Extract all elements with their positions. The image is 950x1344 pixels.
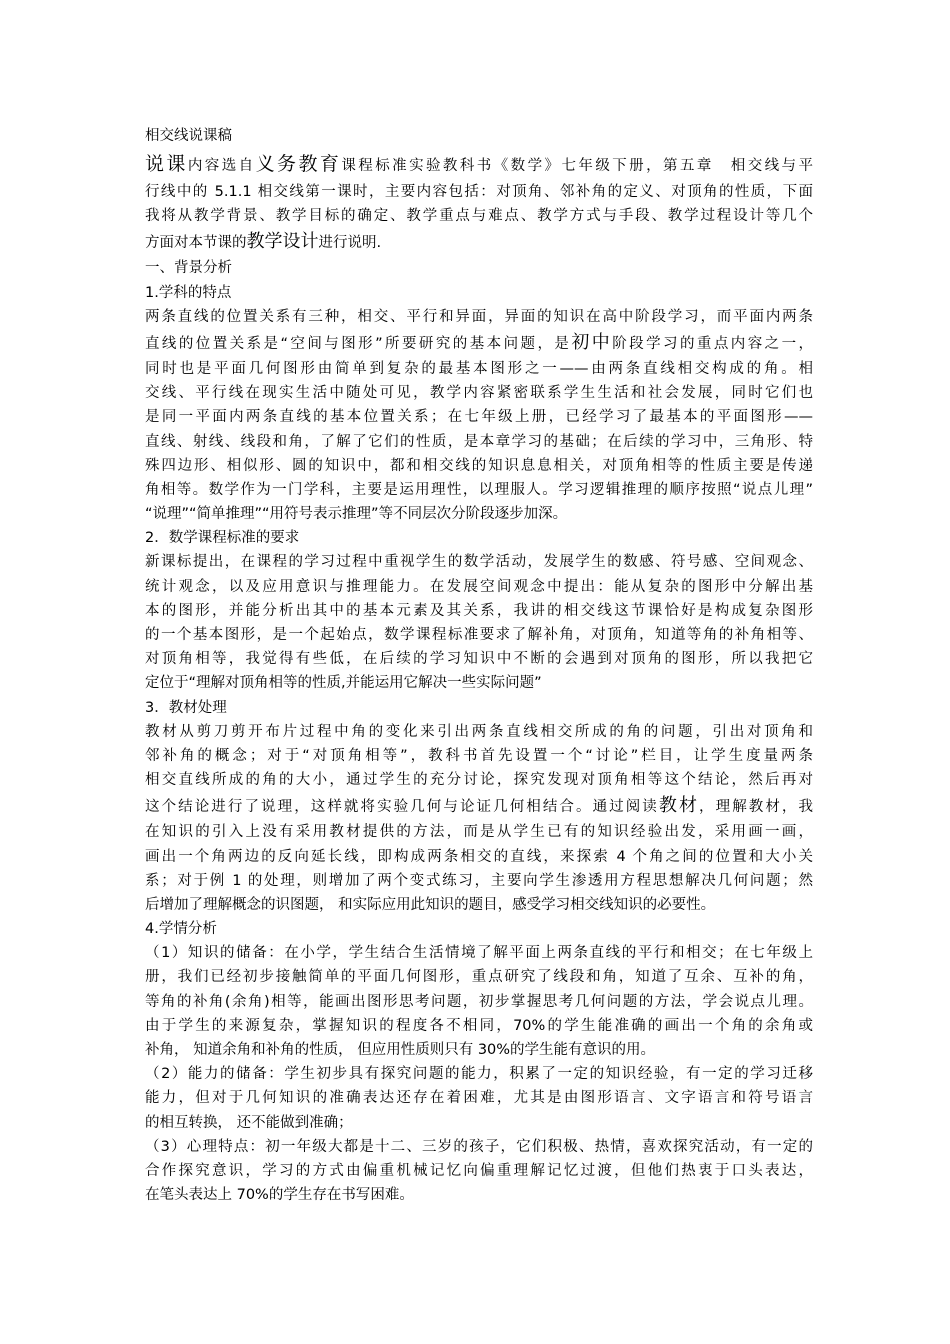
text-line: 邻补角的概念；对于“对顶角相等”，教科书首先设置一个“讨论”栏目，让学生度量两条 — [145, 747, 813, 764]
text-line: 由于学生的来源复杂，掌握知识的程度各不相同，70%的学生能准确的画出一个角的余角或 — [145, 1017, 813, 1034]
text-line: 本的图形，并能分析出其中的基本元素及其关系，我讲的相交线这节课恰好是构成复杂图形 — [145, 602, 813, 619]
intro-keyword-yiwujiaoyu: 义务教育 — [255, 153, 342, 175]
text-line: （1）知识的储备：在小学，学生结合生活情境了解平面上两条直线的平行和相交；在七年级上 — [145, 945, 813, 962]
text-line: 同时也是平面几何图形由简单到复杂的最基本图形之一——由两条直线相交构成的角。相 — [145, 360, 813, 377]
document-title: 相交线说课稿 — [145, 128, 232, 144]
text-line: 定位于“理解对顶角相等的性质,并能运用它解决一些实际问题” — [145, 675, 542, 692]
text-line: “说理”“简单推理”“用符号表示推理”等不同层次分阶段逐步加深。 — [145, 506, 568, 523]
text-line: 是同一平面内两条直线的基本位置关系；在七年级上册，已经学习了最基本的平面图形—— — [145, 409, 813, 426]
text-line: 后增加了理解概念的识图题， 和实际应用此知识的题目，感受学习相交线知识的必要性。 — [145, 896, 716, 913]
subsection-heading: 1.学科的特点 — [145, 284, 232, 301]
text-line: 的一个基本图形，是一个起始点，数学课程标准要求了解补角，对顶角，知道等角的补角相等、 — [145, 627, 813, 643]
text-line: （3）心理特点：初一年级大都是十二、三岁的孩子，它们积极、热情，喜欢探究活动，有一定的 — [145, 1138, 813, 1155]
text-line: 对顶角相等，我觉得有些低，在后续的学习知识中不断的会遇到对顶角的图形，所以我把它 — [145, 651, 813, 668]
text-line: 殊四边形、相似形、圆的知识中，都和相交线的知识息息相关，对顶角相等的性质主要是传递 — [145, 457, 813, 474]
subsection-heading: 3．教材处理 — [145, 699, 227, 716]
text-line: 教材从剪刀剪开布片过程中角的变化来引出两条直线相交所成的角的问题，引出对顶角和 — [145, 723, 813, 740]
text-line: 在知识的引入上没有采用教材提供的方法，而是从学生已有的知识经验出发，采用画一画， — [145, 824, 813, 841]
intro-paragraph: 说课内容选自义务教育课程标准实验教科书《数学》七年级下册，第五章 相交线与平 行线中的 5.1.1 相交线第一课时，主要内容包括：对顶角、邻补角的定义、对顶角的性质，下面 我将从教学背景、教学目标的确定、教学重点与难点、教学方式与手段、教学过程设计等几个 方面对本节课的教学设计进行说明. — [145, 153, 813, 253]
section-heading: 一、背景分析 — [145, 260, 232, 277]
text-line: 新课标提出，在课程的学习过程中重视学生的数学活动，发展学生的数感、符号感、空间观念、 — [145, 554, 813, 571]
keyword-jiaocai: 教材 — [658, 795, 700, 817]
subsection-heading: 2．数学课程标准的要求 — [145, 530, 300, 547]
text-line: 直线、射线、线段和角，了解了它们的性质，是本章学习的基础；在后续的学习中，三角形、特 — [145, 433, 813, 450]
intro-line: 我将从教学背景、教学目标的确定、教学重点与难点、教学方式与手段、教学过程设计等几个 — [145, 208, 813, 225]
text-line: 交线、平行线在现实生活中随处可见，教学内容紧密联系学生生活和社会发展，同时它们也 — [145, 385, 813, 402]
paragraph-textbook-handling: 教材从剪刀剪开布片过程中角的变化来引出两条直线相交所成的角的问题，引出对顶角和 邻补角的概念；对于“对顶角相等”，教科书首先设置一个“讨论”栏目，让学生度量两条 相交直线所成的角的大小，通过学生的充分讨论，探究发现对顶角相等这个结论，然后再对 这个结论进行了说理，这样就将实验几何与论证几何相结合。通过阅读教材，理解教材，我 在知识的引入上没有采用教材提供的方法，而是从学生已有的知识经验出发，采用画一画， 画出一个角两边的反向延长线，即构成两条相交的直线，来探索 4 个角之间的位置和大小关 系；对于例 1 的处理，则增加了两个变式练习，主要向学生渗透用方程思想解决几何问题；然 后增加了理解概念的识图题， 和实际应用此知识的题目，感受学习相交线知识的必要性。 — [145, 720, 813, 917]
text-line: 等角的补角(余角)相等，能画出图形思考问题，初步掌握思考几何问题的方法，学会说点儿理。 — [145, 993, 813, 1010]
text-line: 画出一个角两边的反向延长线，即构成两条相交的直线，来探索 4 个角之间的位置和大小关 — [145, 848, 813, 865]
text-line: （2）能力的储备：学生初步具有探究问题的能力，积累了一定的知识经验，有一定的学习迁移 — [145, 1066, 813, 1083]
intro-keyword-shuoke: 说课 — [145, 153, 188, 175]
paragraph-subject-features: 两条直线的位置关系有三种，相交、平行和异面，异面的知识在高中阶段学习，而平面内两条 直线的位置关系是“空间与图形”所要研究的基本问题，是初中阶段学习的重点内容之一， 同时也是平面几何图形由简单到复杂的最基本图形之一——由两条直线相交构成的角。相 交线、平行线在现实生活中随处可见，教学内容紧密联系学生生活和社会发展，同时它们也 是同一平面内两条直线的基本位置关系；在七年级上册，已经学习了最基本的平面图形—— 直线、射线、线段和角，了解了它们的性质，是本章学习的基础；在后续的学习中，三角形、特 殊四边形、相似形、圆的知识中，都和相交线的知识息息相关，对顶角相等的性质主要是传递 角相等。数学作为一门学科，主要是运用理性，以理服人。学习逻辑推理的顺序按照“说点儿理” “说理”“简单推理”“用符号表示推理”等不同层次分阶段逐步加深。 — [145, 305, 813, 527]
text-line: 在笔头表达上 70%的学生存在书写困难。 — [145, 1187, 414, 1204]
subsection-heading: 4.学情分析 — [145, 921, 217, 938]
text-line: 系；对于例 1 的处理，则增加了两个变式练习，主要向学生渗透用方程思想解决几何问题；然 — [145, 872, 813, 889]
intro-line: 行线中的 5.1.1 相交线第一课时，主要内容包括：对顶角、邻补角的定义、对顶角的性质，下面 — [145, 184, 813, 200]
document-page — [145, 124, 813, 1207]
text-line: 能力，但对于几何知识的准确表达还存在着困难，尤其是由图形语言、文字语言和符号语言 — [145, 1090, 813, 1107]
text-line: 补角， 知道余角和补角的性质， 但应用性质则只有 30%的学生能有意识的用。 — [145, 1042, 656, 1058]
text-line: 两条直线的位置关系有三种，相交、平行和异面，异面的知识在高中阶段学习，而平面内两条 — [145, 308, 813, 325]
keyword-chuzhong: 初中 — [571, 331, 613, 353]
text-line: 的相互转换， 还不能做到准确； — [145, 1114, 353, 1131]
text-line: 统计观念，以及应用意识与推理能力。在发展空间观念中提出：能从复杂的图形中分解出基 — [145, 578, 813, 595]
text-line: 册，我们已经初步接触简单的平面几何图形，重点研究了线段和角，知道了互余、互补的角， — [145, 969, 813, 986]
intro-keyword-jiaoxuesheji: 教学设计 — [246, 231, 319, 253]
text-line: 合作探究意识，学习的方式由偏重机械记忆向偏重理解记忆过渡，但他们热衷于口头表达， — [145, 1162, 813, 1179]
paragraph-student-analysis — [145, 941, 813, 1207]
text-line: 角相等。数学作为一门学科，主要是运用理性，以理服人。学习逻辑推理的顺序按照“说点儿理” — [145, 481, 813, 498]
paragraph-curriculum-standard — [145, 550, 813, 695]
text-line: 相交直线所成的角的大小，通过学生的充分讨论，探究发现对顶角相等这个结论，然后再对 — [145, 772, 813, 789]
